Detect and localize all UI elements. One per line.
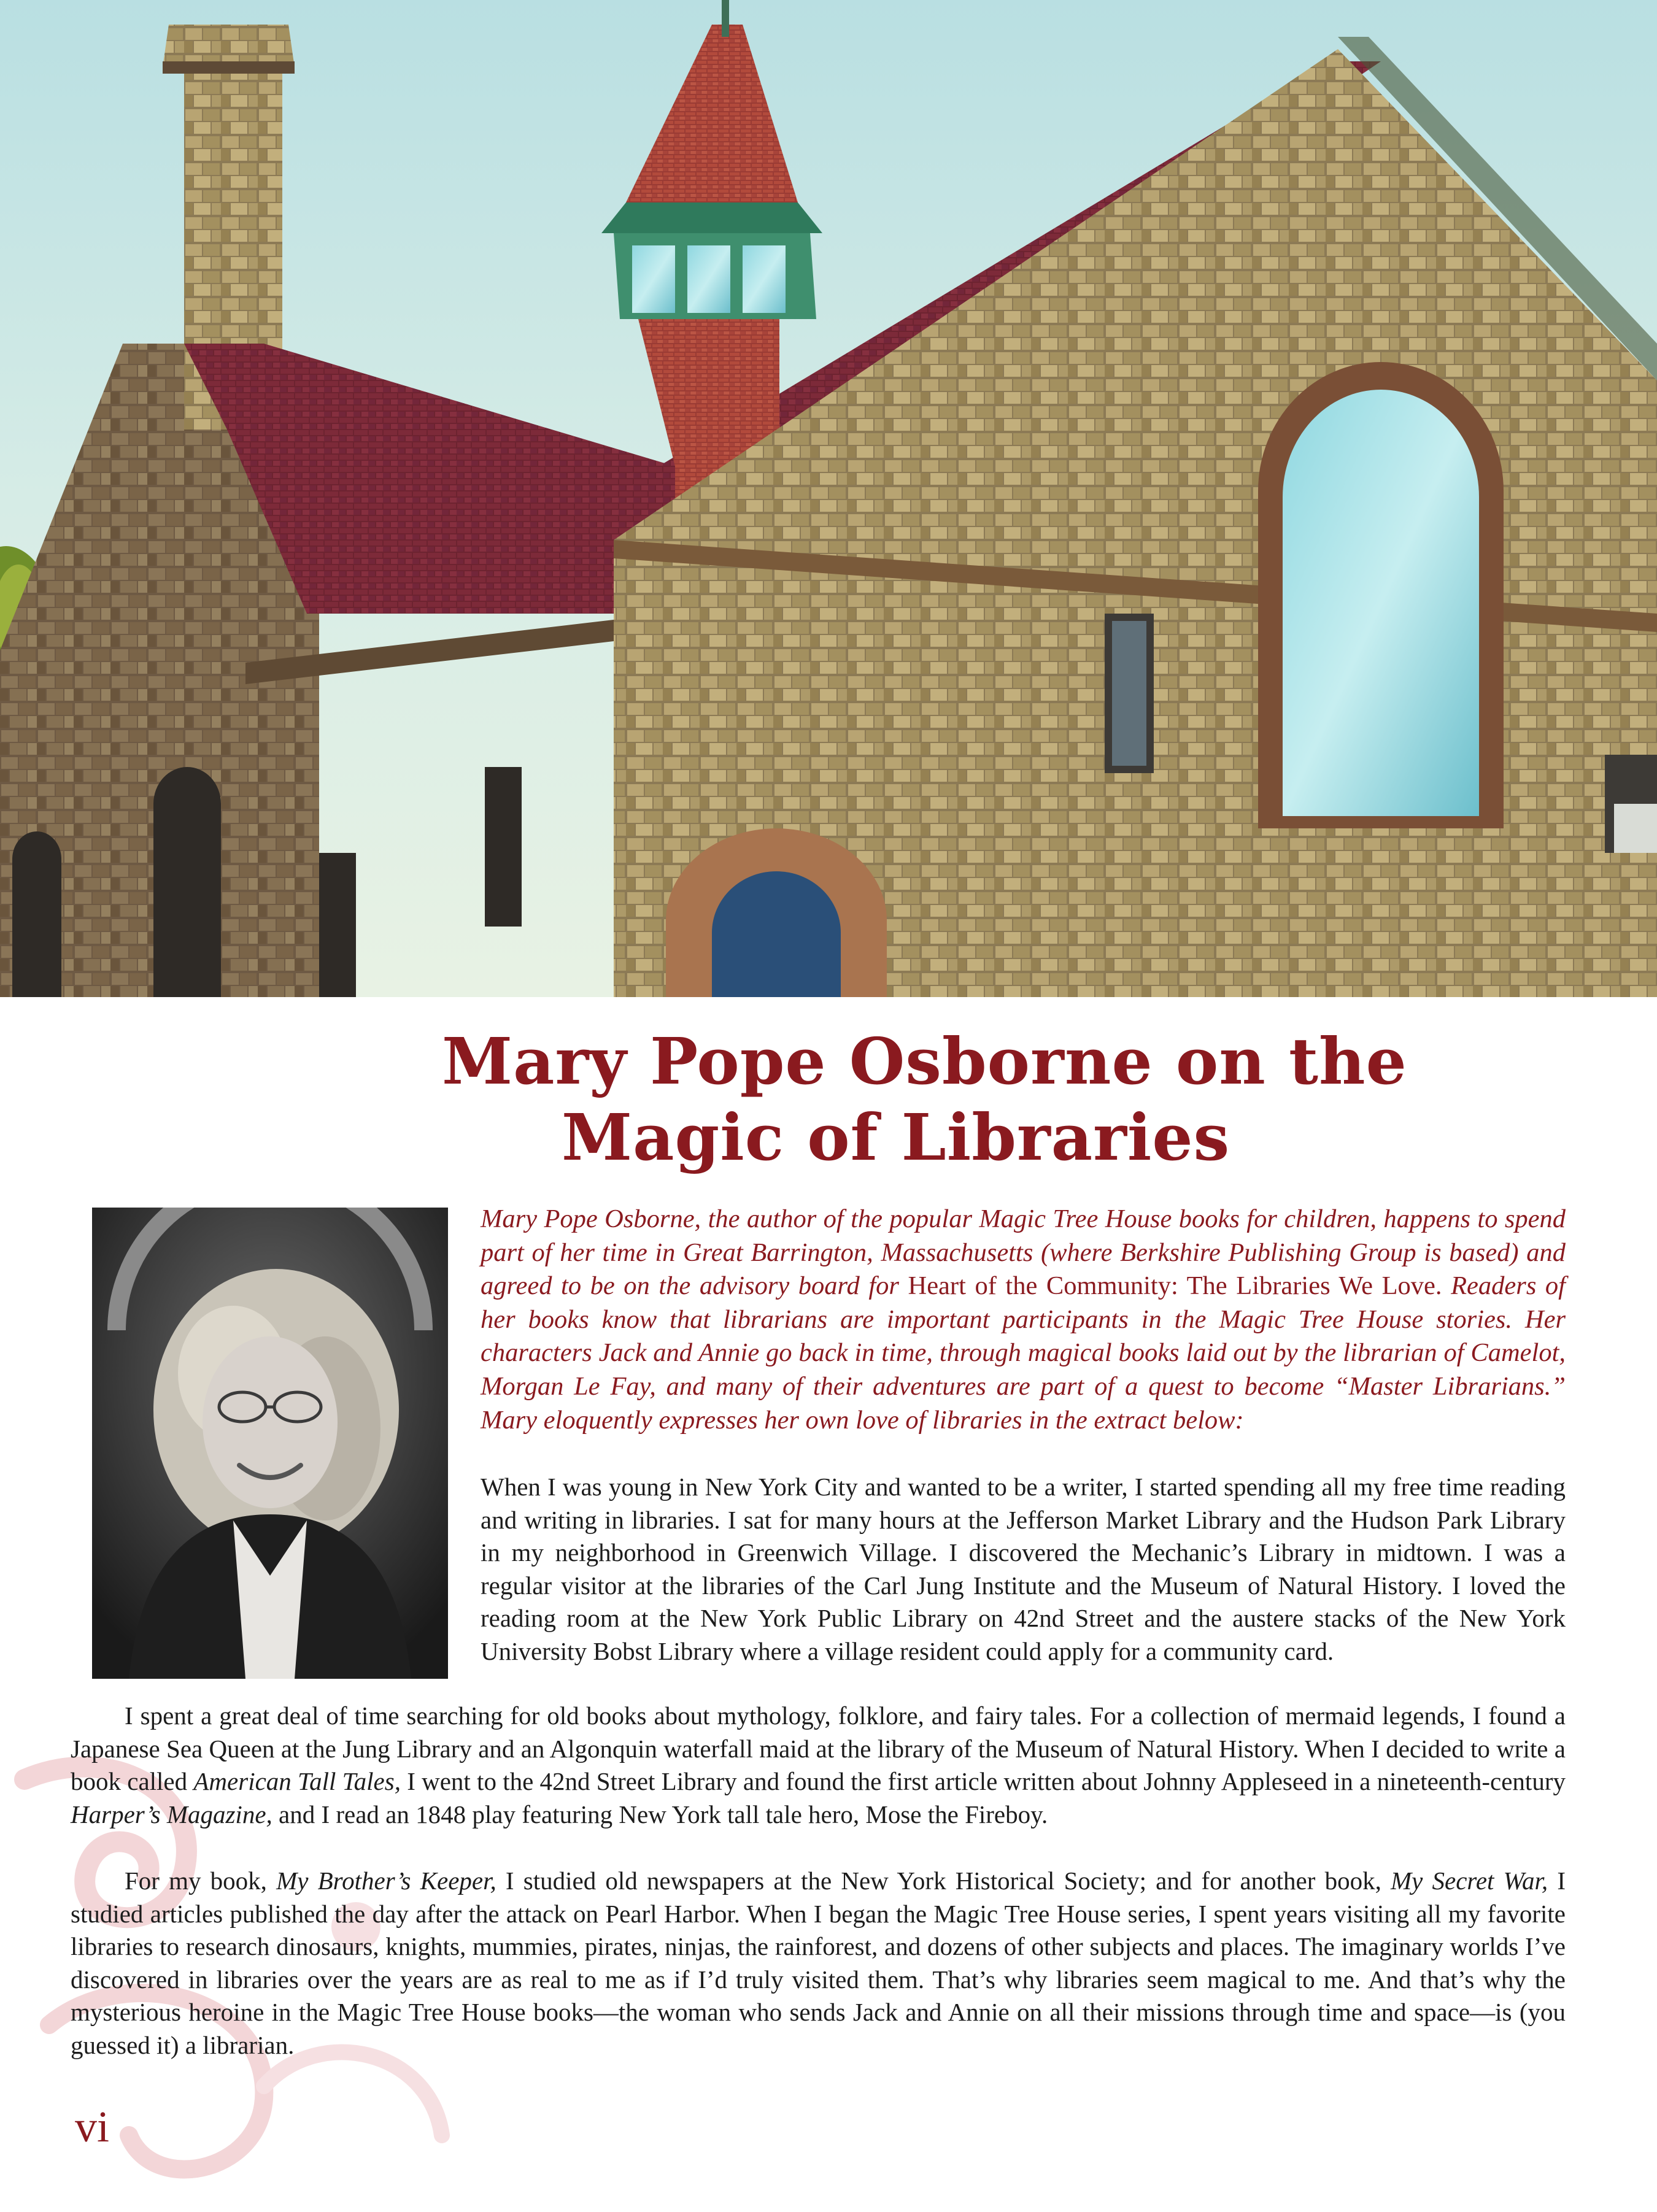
library-building-photo: [0, 0, 1657, 997]
body-paragraph-3: [71, 1865, 1566, 2062]
p3-text-b: I studied old newspapers at the New York Historical Society; and for another book,: [496, 1867, 1391, 1895]
title-line-1: Mary Pope Osborne on the: [442, 1023, 1407, 1099]
intro-book-title: Heart of the Community: The Libraries We Love.: [908, 1271, 1442, 1301]
page-number: vi: [75, 2102, 110, 2151]
p3-text-a: For my book,: [125, 1867, 277, 1895]
intro-paragraph: [481, 1203, 1566, 1437]
intro-text-2: Readers of her books know that librarians are important participants in the Magic Tree House stories. Her characters Jack and Annie go back in time, through magical books laid out by the librarian of Camelot, Morgan Le Fay, and many of their adventures are part of a quest to become “Master Librarians.” Mary eloquently expresses her own love of libraries in the extract below:: [481, 1271, 1566, 1435]
p2-text-b: I went to the 42nd Street Library and found the first article written about Johnny Appleseed in a nineteenth-century: [400, 1767, 1566, 1796]
body-paragraph-1: When I was young in New York City and wanted to be a writer, I started spending all my free time reading and writing in libraries. I sat for many hours at the Jefferson Market Library and the Hudson Park Library in my neighborhood in Greenwich Village. I discovered the Mechanic’s Library in midtown. I was a regular visitor at the libraries of the Carl Jung Institute and the Museum of Natural History. I loved the reading room at the New York Public Library on 42nd Street and the austere stacks of the New York University Bobst Library where a village resident could apply for a community card.: [481, 1473, 1566, 1665]
p2-text-c: and I read an 1848 play featuring New York tall tale hero, Mose the Fireboy.: [272, 1800, 1048, 1829]
body-paragraph-2: [71, 1700, 1566, 1831]
library-building-illustration: [0, 0, 1657, 997]
portrait-illustration: [92, 1208, 448, 1679]
p3-book-title-1: My Brother’s Keeper,: [276, 1867, 496, 1895]
p2-book-title-1: American Tall Tales,: [193, 1767, 401, 1796]
author-portrait-photo: [92, 1208, 448, 1679]
article-title: [0, 1019, 1657, 1178]
p2-magazine-title: Harper’s Magazine,: [71, 1800, 272, 1829]
p2-text-a: I spent a great deal of time searching for old books about mythology, folklore, and fairy tales. For a collection of mermaid legends, I found a Japanese Sea Queen at the Jung Library and an Algonquin waterfall maid at the library of the Museum of Natural History. When I decided to write a book called: [71, 1701, 1566, 1796]
title-line-2: Magic of Libraries: [562, 1100, 1230, 1175]
p3-text-c: I studied articles published the day after the attack on Pearl Harbor. When I began the Magic Tree House series, I spent years visiting all my favorite libraries to research dinosaurs, knights, mummies, pirates, ninjas, the rainforest, and dozens of other subjects and places. The imaginary worlds I’ve discovered in libraries over the years are as real to me as if I’d truly visited them. That’s why libraries seem magical to me. And that’s why the mysterious heroine in the Magic Tree House books—the woman who sends Jack and Annie on all their missions through time and space—is (you guessed it) a librarian.: [71, 1867, 1566, 2059]
intro-text-1: Mary Pope Osborne, the author of the popular Magic Tree House books for children, happens to spend part of her time in Great Barrington, Massachusetts (where Berkshire Publishing Group is based) and agreed to be on the advisory board for: [481, 1204, 1566, 1301]
p3-book-title-2: My Secret War,: [1391, 1867, 1548, 1895]
